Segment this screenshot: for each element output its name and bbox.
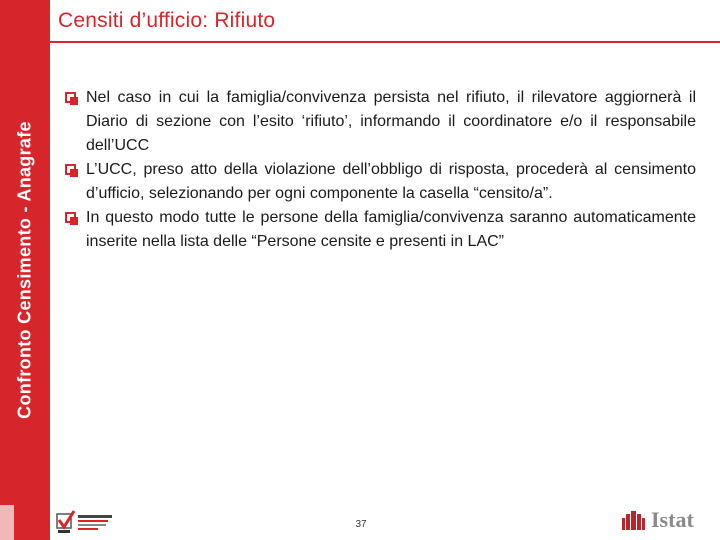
checkbox-bullet-icon bbox=[64, 211, 78, 225]
istat-logo-text: Istat bbox=[651, 507, 694, 532]
bullet-text: L’UCC, preso atto della violazione dell’obbligo di risposta, procederà al censimento d’ufficio, selezionando per ogni componente la casella “censito/a”. bbox=[86, 161, 696, 202]
page-number: 37 bbox=[355, 519, 367, 530]
sidebar-title: Confronto Censimento - Anagrafe bbox=[14, 121, 35, 419]
census-logo-icon bbox=[54, 508, 118, 536]
bullet-text: Nel caso in cui la famiglia/convivenza persista nel rifiuto, il rilevatore aggiornerà il Diario di sezione con l’esito ‘rifiuto’, informando il coordinatore e/o il responsabile dell’UCC bbox=[86, 89, 696, 154]
bullet-item bbox=[62, 86, 696, 158]
bullet-item bbox=[62, 158, 696, 206]
sidebar-band bbox=[0, 0, 50, 540]
checkbox-bullet-icon bbox=[64, 91, 78, 105]
page-title: Censiti d’ufficio: Rifiuto bbox=[58, 9, 276, 32]
checkbox-bullet-icon bbox=[64, 163, 78, 177]
bullet-list bbox=[62, 86, 696, 254]
bullet-text: In questo modo tutte le persone della famiglia/convivenza saranno automaticamente inserite nella lista delle “Persone censite e presenti in LAC” bbox=[86, 209, 696, 250]
bullet-item bbox=[62, 206, 696, 254]
sidebar-notch bbox=[0, 505, 14, 540]
title-underline bbox=[50, 41, 720, 43]
